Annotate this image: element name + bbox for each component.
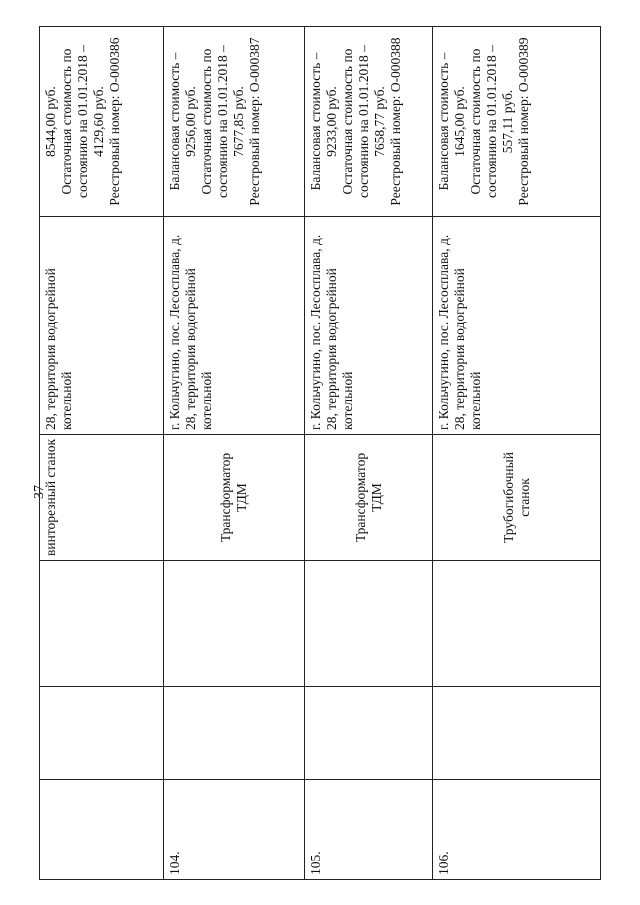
- page-number: 37: [32, 485, 47, 499]
- rotated-table-container: [39, 27, 600, 880]
- row-number: [40, 780, 164, 880]
- empty-cell: [40, 687, 164, 780]
- cost-balance: Балансовая стоимость – 1645,00 руб.: [436, 52, 467, 191]
- cost-residual: Остаточная стоимость по состоянию на 01.01.2018 – 7677,85 руб.: [199, 45, 246, 198]
- empty-cell: [164, 687, 305, 780]
- empty-cell: [305, 561, 433, 687]
- registry-number: Реестровый номер: О-000388: [388, 37, 403, 206]
- row-number: 106.: [433, 780, 601, 880]
- item-name: винторезный станок: [40, 435, 164, 561]
- row-number: 104.: [164, 780, 305, 880]
- item-cost: [433, 27, 601, 217]
- item-cost: [40, 27, 164, 217]
- item-name: Трубогибочный станок: [433, 435, 601, 561]
- table-row: [305, 27, 433, 880]
- cost-balance: 8544,00 руб.: [43, 86, 58, 157]
- item-address: г. Кольчугино, пос. Лесосплава, д. 28, территория водогрейной котельной: [164, 217, 305, 435]
- item-address: г. Кольчугино, пос. Лесосплава, д. 28, территория водогрейной котельной: [433, 217, 601, 435]
- cost-residual: Остаточная стоимость по состоянию на 01.01.2018 – 7658,77 руб.: [340, 45, 387, 198]
- empty-cell: [433, 687, 601, 780]
- table-row: [433, 27, 601, 880]
- item-address: г. Кольчугино, пос. Лесосплава, д. 28, территория водогрейной котельной: [305, 217, 433, 435]
- item-name: Трансформатор ТДМ: [164, 435, 305, 561]
- registry-number: Реестровый номер: О-000389: [516, 37, 531, 206]
- cost-balance: Балансовая стоимость – 9233,00 руб.: [308, 52, 339, 191]
- cost-residual: Остаточная стоимость по состоянию на 01.01.2018 – 4129,60 руб.: [59, 45, 106, 198]
- registry-number: Реестровый номер: О-000387: [247, 37, 262, 206]
- item-name: Трансформатор ТДМ: [305, 435, 433, 561]
- property-register-table: [39, 26, 601, 880]
- empty-cell: [305, 687, 433, 780]
- cost-balance: Балансовая стоимость – 9256,00 руб.: [167, 52, 198, 191]
- registry-number: Реестровый номер: О-000386: [107, 37, 122, 206]
- item-cost: [164, 27, 305, 217]
- row-number: 105.: [305, 780, 433, 880]
- cost-residual: Остаточная стоимость по состоянию на 01.01.2018 – 557,11 руб.: [468, 45, 515, 198]
- empty-cell: [40, 561, 164, 687]
- empty-cell: [433, 561, 601, 687]
- item-cost: [305, 27, 433, 217]
- item-address: 28, территория водогрейной котельной: [40, 217, 164, 435]
- table-row: [164, 27, 305, 880]
- empty-cell: [164, 561, 305, 687]
- table-row: [40, 27, 164, 880]
